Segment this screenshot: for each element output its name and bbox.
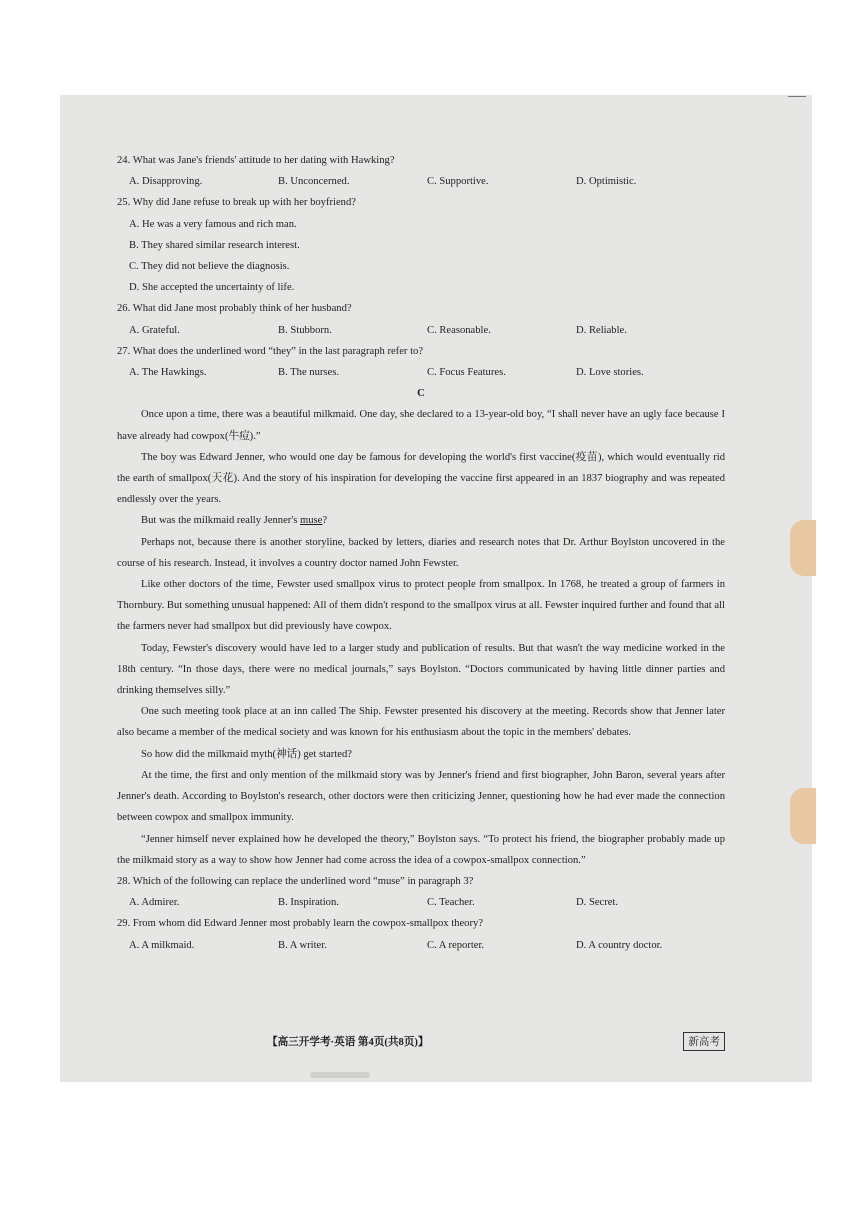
passage-paragraph: “Jenner himself never explained how he developed the theory,” Boylston says. “To protect his friend, the biographer probably made up the milkmaid story as a way to show how Jenner had come across the idea of a cowpox-smallpox connection.” xyxy=(117,833,725,866)
option-row xyxy=(117,362,725,383)
option: A. Disapproving. xyxy=(129,176,203,188)
page-footer xyxy=(117,1034,725,1054)
option: C. Teacher. xyxy=(427,897,475,909)
exam-content xyxy=(117,150,725,956)
paragraph-text: ? xyxy=(322,515,328,527)
option-row xyxy=(117,892,725,913)
question-stem: 28. Which of the following can replace the underlined word “muse” in paragraph 3? xyxy=(117,875,474,887)
finger-shadow xyxy=(790,788,816,844)
section-label: C xyxy=(417,388,425,400)
option: A. He was a very famous and rich man. xyxy=(129,218,297,230)
option: A. Admirer. xyxy=(129,897,180,909)
option: B. Unconcerned. xyxy=(278,176,350,188)
page-number-label: 【高三开学考·英语 第4页(共8页)】 xyxy=(267,1037,429,1048)
passage-paragraph: Once upon a time, there was a beautiful milkmaid. One day, she declared to a 13-year-old boy, “I shall never have an ugly face because I have already had cowpox(牛痘).” xyxy=(117,409,725,442)
option: C. Supportive. xyxy=(427,176,489,188)
option: D. A country doctor. xyxy=(576,939,663,951)
scan-smudge xyxy=(310,1072,370,1078)
option: B. The nurses. xyxy=(278,367,340,379)
exam-badge: 新高考 xyxy=(683,1032,725,1051)
option-row xyxy=(117,320,725,341)
option: D. Love stories. xyxy=(576,367,644,379)
option: D. She accepted the uncertainty of life. xyxy=(129,282,295,294)
option: C. Reasonable. xyxy=(427,324,491,336)
passage-paragraph: At the time, the first and only mention of the milkmaid story was by Jenner's friend and first biographer, John Baron, several years after Jenner's death. According to Boylston's research, other doctors were then criticizing Jenner, questioning how he had ever made the connection between cowpox and smallpox immunity. xyxy=(117,769,725,824)
passage-paragraph: Like other doctors of the time, Fewster used smallpox virus to protect people from smallpox. In 1768, he treated a group of farmers in Thornbury. But something unusual happened: All of them didn't respond to the smallpox virus at all. Fewster inquired further and found that all the farmers never had smallpox but did previously have cowpox. xyxy=(117,579,725,633)
question-stem: 24. What was Jane's friends' attitude to her dating with Hawking? xyxy=(117,155,395,166)
option: C. A reporter. xyxy=(427,939,485,951)
edge-mark xyxy=(788,96,806,97)
underlined-word: muse xyxy=(300,515,323,527)
option: C. They did not believe the diagnosis. xyxy=(129,261,290,273)
option: D. Reliable. xyxy=(576,324,627,336)
passage-paragraph: The boy was Edward Jenner, who would one day be famous for developing the world's first vaccine(疫苗), which would eventually rid the earth of smallpox(天花). And the story of his inspiration for developing the vaccine first appeared in an 1837 biography and was repeated endlessly over the years. xyxy=(117,451,725,506)
option: B. A writer. xyxy=(278,939,327,951)
option: A. The Hawkings. xyxy=(129,367,207,379)
finger-shadow xyxy=(790,520,816,576)
option: A. A milkmaid. xyxy=(129,939,195,951)
option: D. Secret. xyxy=(576,897,619,909)
passage-paragraph xyxy=(117,510,725,531)
passage-paragraph: Today, Fewster's discovery would have led to a larger study and publication of results. But that wasn't the way medicine worked in the 18th century. “In those days, there were no medical journals,” says Boylston. “Doctors communicated by having little dinner parties and drinking themselves silly.” xyxy=(117,642,725,697)
question-stem: 25. Why did Jane refuse to break up with her boyfriend? xyxy=(117,197,356,209)
paragraph-text: But was the milkmaid really Jenner's xyxy=(141,515,301,527)
option: B. Inspiration. xyxy=(278,897,339,909)
passage-paragraph: So how did the milkmaid myth(神话) get started? xyxy=(141,748,352,760)
passage-paragraph: Perhaps not, because there is another storyline, backed by letters, diaries and research notes that Dr. Arthur Boylston uncovered in the course of his research. Instead, it involves a country doctor named John Fewster. xyxy=(117,536,725,569)
question-stem: 26. What did Jane most probably think of her husband? xyxy=(117,303,352,315)
option: A. Grateful. xyxy=(129,324,180,336)
option: D. Optimistic. xyxy=(576,176,637,188)
option: B. Stubborn. xyxy=(278,324,332,336)
option: C. Focus Features. xyxy=(427,367,506,379)
option-row xyxy=(117,171,725,192)
passage-paragraph: One such meeting took place at an inn called The Ship. Fewster presented his discovery at the meeting. Records show that Jenner later also became a member of the medical society and was known for his enthusiasm about the topic in the members' debates. xyxy=(117,706,725,739)
option: B. They shared similar research interest. xyxy=(129,239,300,251)
question-stem: 27. What does the underlined word “they” in the last paragraph refer to? xyxy=(117,345,424,357)
option-row xyxy=(117,935,725,956)
question-stem: 29. From whom did Edward Jenner most probably learn the cowpox-smallpox theory? xyxy=(117,918,483,930)
